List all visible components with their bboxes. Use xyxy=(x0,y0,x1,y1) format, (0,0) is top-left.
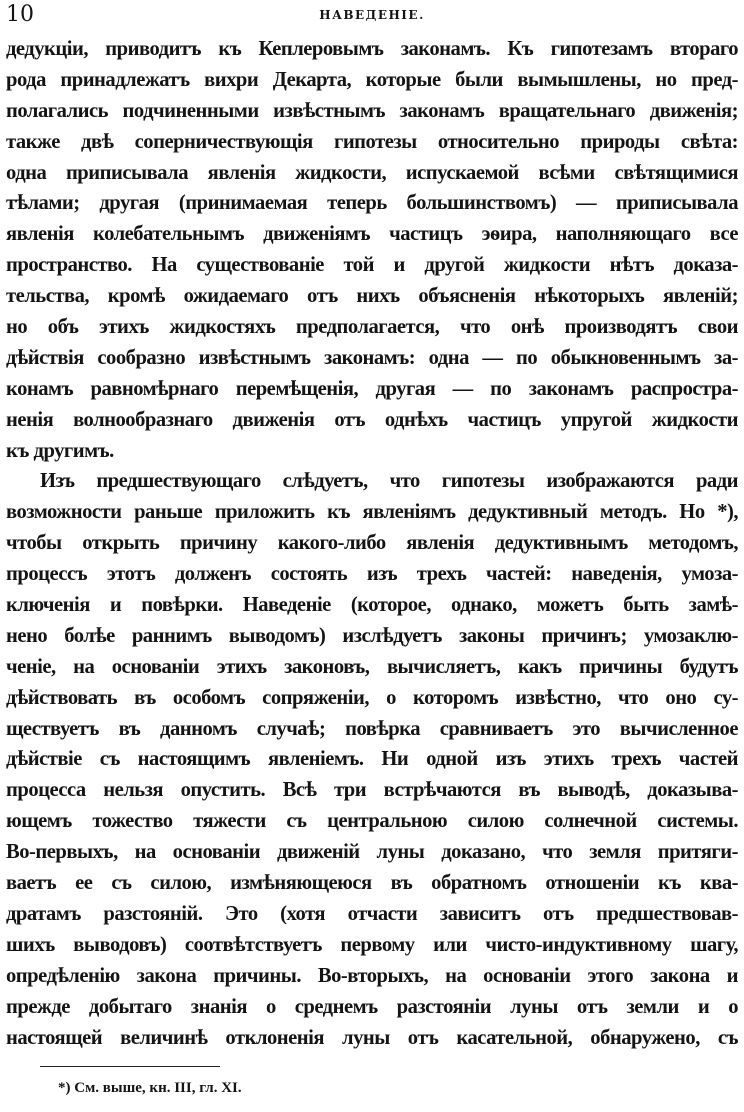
text-line: прежде добытаго знанія о среднемъ разстояніи луны отъ земли и о xyxy=(6,995,738,1018)
text-line: нено болѣе раннимъ выводомъ) изслѣдуетъ законы причинъ; умозаклю- xyxy=(6,624,738,647)
text-line: ченіе, на основаніи этихъ законовъ, вычисляетъ, какъ причины будутъ xyxy=(6,655,738,678)
text-line: также двѣ соперничествующія гипотезы относительно природы свѣта: xyxy=(6,130,738,153)
text-line: дедукціи, приводитъ къ Кеплеровымъ законамъ. Къ гипотезамъ втораго xyxy=(6,38,738,60)
text-line: къ другимъ. xyxy=(6,439,114,462)
text-line: процессъ этотъ долженъ состоять изъ трехъ частей: наведенія, умоза- xyxy=(6,563,738,586)
text-line: полагались подчиненными извѣстнымъ законамъ вращательнаго движенія; xyxy=(6,99,738,122)
text-line: опредѣленію закона причины. Во-вторыхъ, на основаніи этого закона и xyxy=(6,964,738,987)
text-line: пространство. На существованіе той и другой жидкости нѣтъ доказа- xyxy=(6,254,738,277)
text-line: дратамъ разстояній. Это (хотя отчасти зависитъ отъ предшествовав- xyxy=(6,902,738,925)
running-title: НАВЕДЕНІЕ. xyxy=(319,8,425,22)
text-line: ненія волнообразнаго движенія отъ однѣхъ частицъ упругой жидкости xyxy=(6,408,738,431)
text-line: явленія колебательнымъ движеніямъ частицъ эѳира, наполняющаго все xyxy=(6,223,738,246)
text-line: дѣйствовать въ особомъ сопряженіи, о которомъ извѣстно, что оно су- xyxy=(6,686,738,709)
footnote-divider xyxy=(40,1066,220,1067)
text-line: дѣйствіе съ настоящимъ явленіемъ. Ни одной изъ этихъ трехъ частей xyxy=(6,748,738,771)
text-line: возможности раньше приложить къ явленіямъ дедуктивный методъ. Но *), xyxy=(6,501,738,524)
text-line: одна приписывала явленія жидкости, испускаемой всѣми свѣтящимися xyxy=(6,161,738,184)
text-line: но объ этихъ жидкостяхъ предполагается, что онѣ производятъ свои xyxy=(6,316,738,339)
text-line: ющемъ тожество тяжести съ центральною силою солнечной системы. xyxy=(6,810,738,833)
text-line: конамъ равномѣрнаго перемѣщенія, другая — по законамъ распростра- xyxy=(6,377,738,400)
text-line: дѣйствія сообразно извѣстнымъ законамъ: одна — по обыкновеннымъ за- xyxy=(6,346,738,369)
text-line: ключенія и повѣрки. Наведеніе (которое, однако, можетъ быть замѣ- xyxy=(6,594,738,617)
text-line: настоящей величинѣ отклоненія луны отъ касательной, обнаружено, съ xyxy=(6,1026,738,1049)
text-line: тѣлами; другая (принимаемая теперь большинствомъ) — приписывала xyxy=(6,192,738,215)
text-line: ществуетъ въ данномъ случаѣ; повѣрка сравниваетъ это вычисленное xyxy=(6,717,738,740)
text-line: шихъ выводовъ) соотвѣтствуетъ первому или чисто-индуктивному шагу, xyxy=(6,933,738,956)
text-line: чтобы открыть причину какого-либо явленія дедуктивнымъ методомъ, xyxy=(6,532,738,555)
text-line: ваетъ ее съ силою, измѣняющеюся въ обратномъ отношеніи къ ква- xyxy=(6,872,738,895)
text-line: Изъ предшествующаго слѣдуетъ, что гипотезы изображаются ради xyxy=(40,470,738,493)
footnote: *) См. выше, кн. III, гл. XI. xyxy=(58,1080,242,1096)
page-header xyxy=(6,2,738,28)
text-line: процесса нельзя опустить. Всѣ три встрѣчаются въ выводѣ, доказыва- xyxy=(6,779,738,802)
text-line: рода принадлежатъ вихри Декарта, которые были вымышлены, но пред- xyxy=(6,68,738,91)
text-line: Во-первыхъ, на основаніи движеній луны доказано, что земля притяги- xyxy=(6,841,738,864)
page-number: 10 xyxy=(6,2,34,27)
text-line: тельства, кромѣ ожидаемаго отъ нихъ объясненія нѣкоторыхъ явленій; xyxy=(6,285,738,308)
body-text xyxy=(6,34,738,1053)
